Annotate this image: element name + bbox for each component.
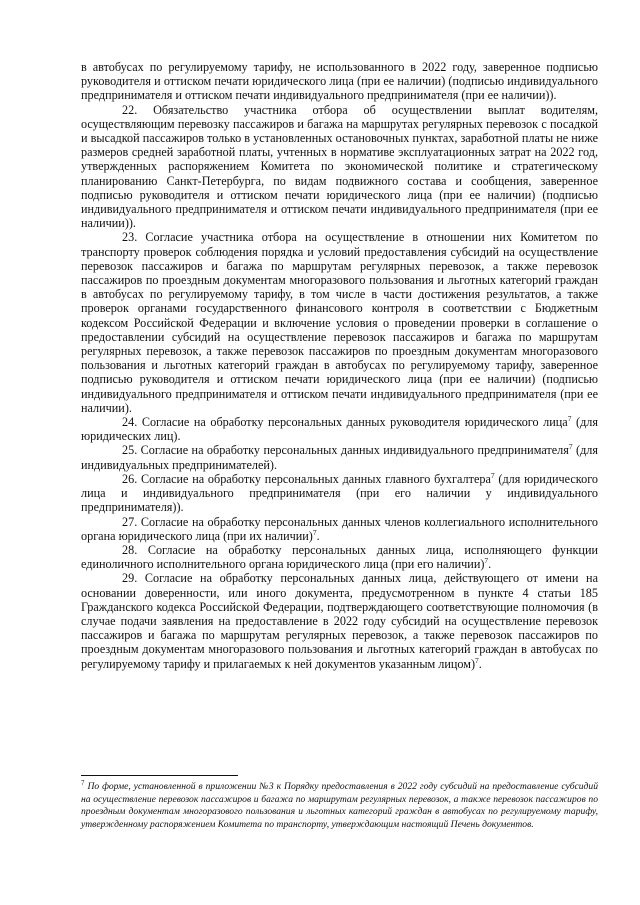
footnote-mark: 7 — [81, 778, 85, 787]
paragraph-item-28 — [81, 543, 598, 571]
paragraph-text: 24. Согласие на обработку персональных данных руководителя юридического лица — [122, 415, 568, 430]
footnote-separator — [81, 775, 238, 776]
footnote-text: По форме, установленной в приложении №3 к Порядку предоставления в 2022 году субсидий на предоставление субсидий на осуществление перевозок пассажиров и багажа по маршрутам регулярных перевозок, а также перевозок пассажиров по проездным документам многоразового пользования и льготных категорий граждан в автобусах по регулируемому тарифу, утвержденному распоряжением Комитета по транспорту, утверждающим настоящий Печень документов. — [81, 781, 598, 830]
paragraph-text: 27. Согласие на обработку персональных данных членов коллегиального исполнительного органа юридического лица (при их наличии) — [81, 514, 598, 543]
footnote-reference: 7 — [490, 470, 495, 480]
paragraph-text: 29. Согласие на обработку персональных данных лица, действующего от имени на основании доверенности, или иного документа, предусмотренном в пункте 4 статьи 185 Гражданского кодекса Российской Федерации, подтверждающего соответствующие полномочия (в случае подачи заявления на предоставление в 2022 году субсидий на осуществление перевозок пассажиров и багажа по маршрутам регулярных перевозок, а также перевозок пассажиров по проездным документам многоразового пользования и льготных категорий граждан в автобусах по регулируемому тарифу и прилагаемых к ней документов указанным лицом) — [81, 571, 598, 671]
paragraph-item-27 — [81, 515, 598, 543]
paragraph-item-26 — [81, 472, 598, 515]
paragraph-text: 23. Согласие участника отбора на осуществление в отношении них Комитетом по транспорту проверок соблюдения порядка и условий предоставления субсидий на осуществление перевозок пассажиров и багажа по маршрутам регулярных перевозок, а также перевозок пассажиров по проездным документам многоразового пользования и льготных категорий граждан в автобусах по регулируемому тарифу, в том числе в части достижения результатов, а также проверок органами государственного финансового контроля в соответствии с Бюджетным кодексом Российской Федерации и включение условия о проведении проверки в соглашение о предоставлении субсидий на осуществление перевозок пассажиров и багажа по маршрутам регулярных перевозок, а также перевозок пассажиров по проездным документам многоразового пользования и льготных категорий граждан в автобусах по регулируемому тарифу, заверенное подписью руководителя и оттиском печати юридического лица (при ее наличии) (подписью индивидуального предпринимателя и оттиском печати индивидуального предпринимателя (при ее наличии). — [81, 230, 598, 415]
paragraph-tail: (для юридических лиц). — [81, 415, 598, 444]
footnote — [81, 778, 598, 831]
footnote-reference: 7 — [475, 655, 479, 665]
paragraph-tail: . — [478, 656, 482, 671]
footnote-reference: 7 — [567, 414, 572, 424]
paragraph-item-25 — [81, 443, 598, 471]
paragraph-item-23 — [81, 230, 598, 415]
paragraph-text: 26. Согласие на обработку персональных данных главного бухгалтера — [122, 471, 491, 486]
paragraph-tail: . — [488, 557, 492, 572]
document-body — [81, 60, 598, 671]
paragraph-text: 25. Согласие на обработку персональных данных индивидуального предпринимателя — [122, 443, 569, 458]
paragraph-tail: . — [316, 528, 320, 543]
paragraph-text: 22. Обязательство участника отбора об осуществлении выплат водителям, осуществляющим перевозку пассажиров и багажа на маршрутах регулярных перевозок с посадкой и высадкой пассажиров только в установленных остановочных пунктах, заработной платы не ниже размеров средней заработной платы, учтенных в нормативе эксплуатационных затрат на 2022 год, утвержденных распоряжением Комитета по экономической политике и стратегическому планированию Санкт-Петербурга, по видам подвижного состава и сообщения, заверенное подписью руководителя и оттиском печати юридического лица (при ее наличии) (подписью индивидуального предпринимателя и оттиском печати индивидуального предпринимателя (при ее наличии)). — [81, 102, 598, 231]
paragraph-tail: (для юридического лица и индивидуального предпринимателя (при его наличии у индивидуального предпринимателя)). — [81, 471, 598, 515]
paragraph-text: 28. Согласие на обработку персональных данных лица, исполняющего функции единоличного исполнительного органа юридического лица (при его наличии) — [81, 542, 598, 572]
footnote-reference: 7 — [484, 556, 489, 566]
paragraph-continuation — [81, 60, 598, 103]
footnote-reference: 7 — [312, 527, 317, 537]
paragraph-item-22 — [81, 103, 598, 231]
paragraph-item-24 — [81, 415, 598, 443]
paragraph-tail: (для индивидуальных предпринимателей). — [81, 443, 598, 472]
paragraph-text: в автобусах по регулируемому тарифу, не использованного в 2022 году, заверенное подписью руководителя и оттиском печати юридического лица (при ее наличии) (подписью индивидуального предпринимателя и оттиском печати индивидуального предпринимателя (при ее наличии)). — [81, 60, 598, 103]
paragraph-item-29 — [81, 571, 598, 670]
footnote-reference: 7 — [568, 442, 573, 452]
